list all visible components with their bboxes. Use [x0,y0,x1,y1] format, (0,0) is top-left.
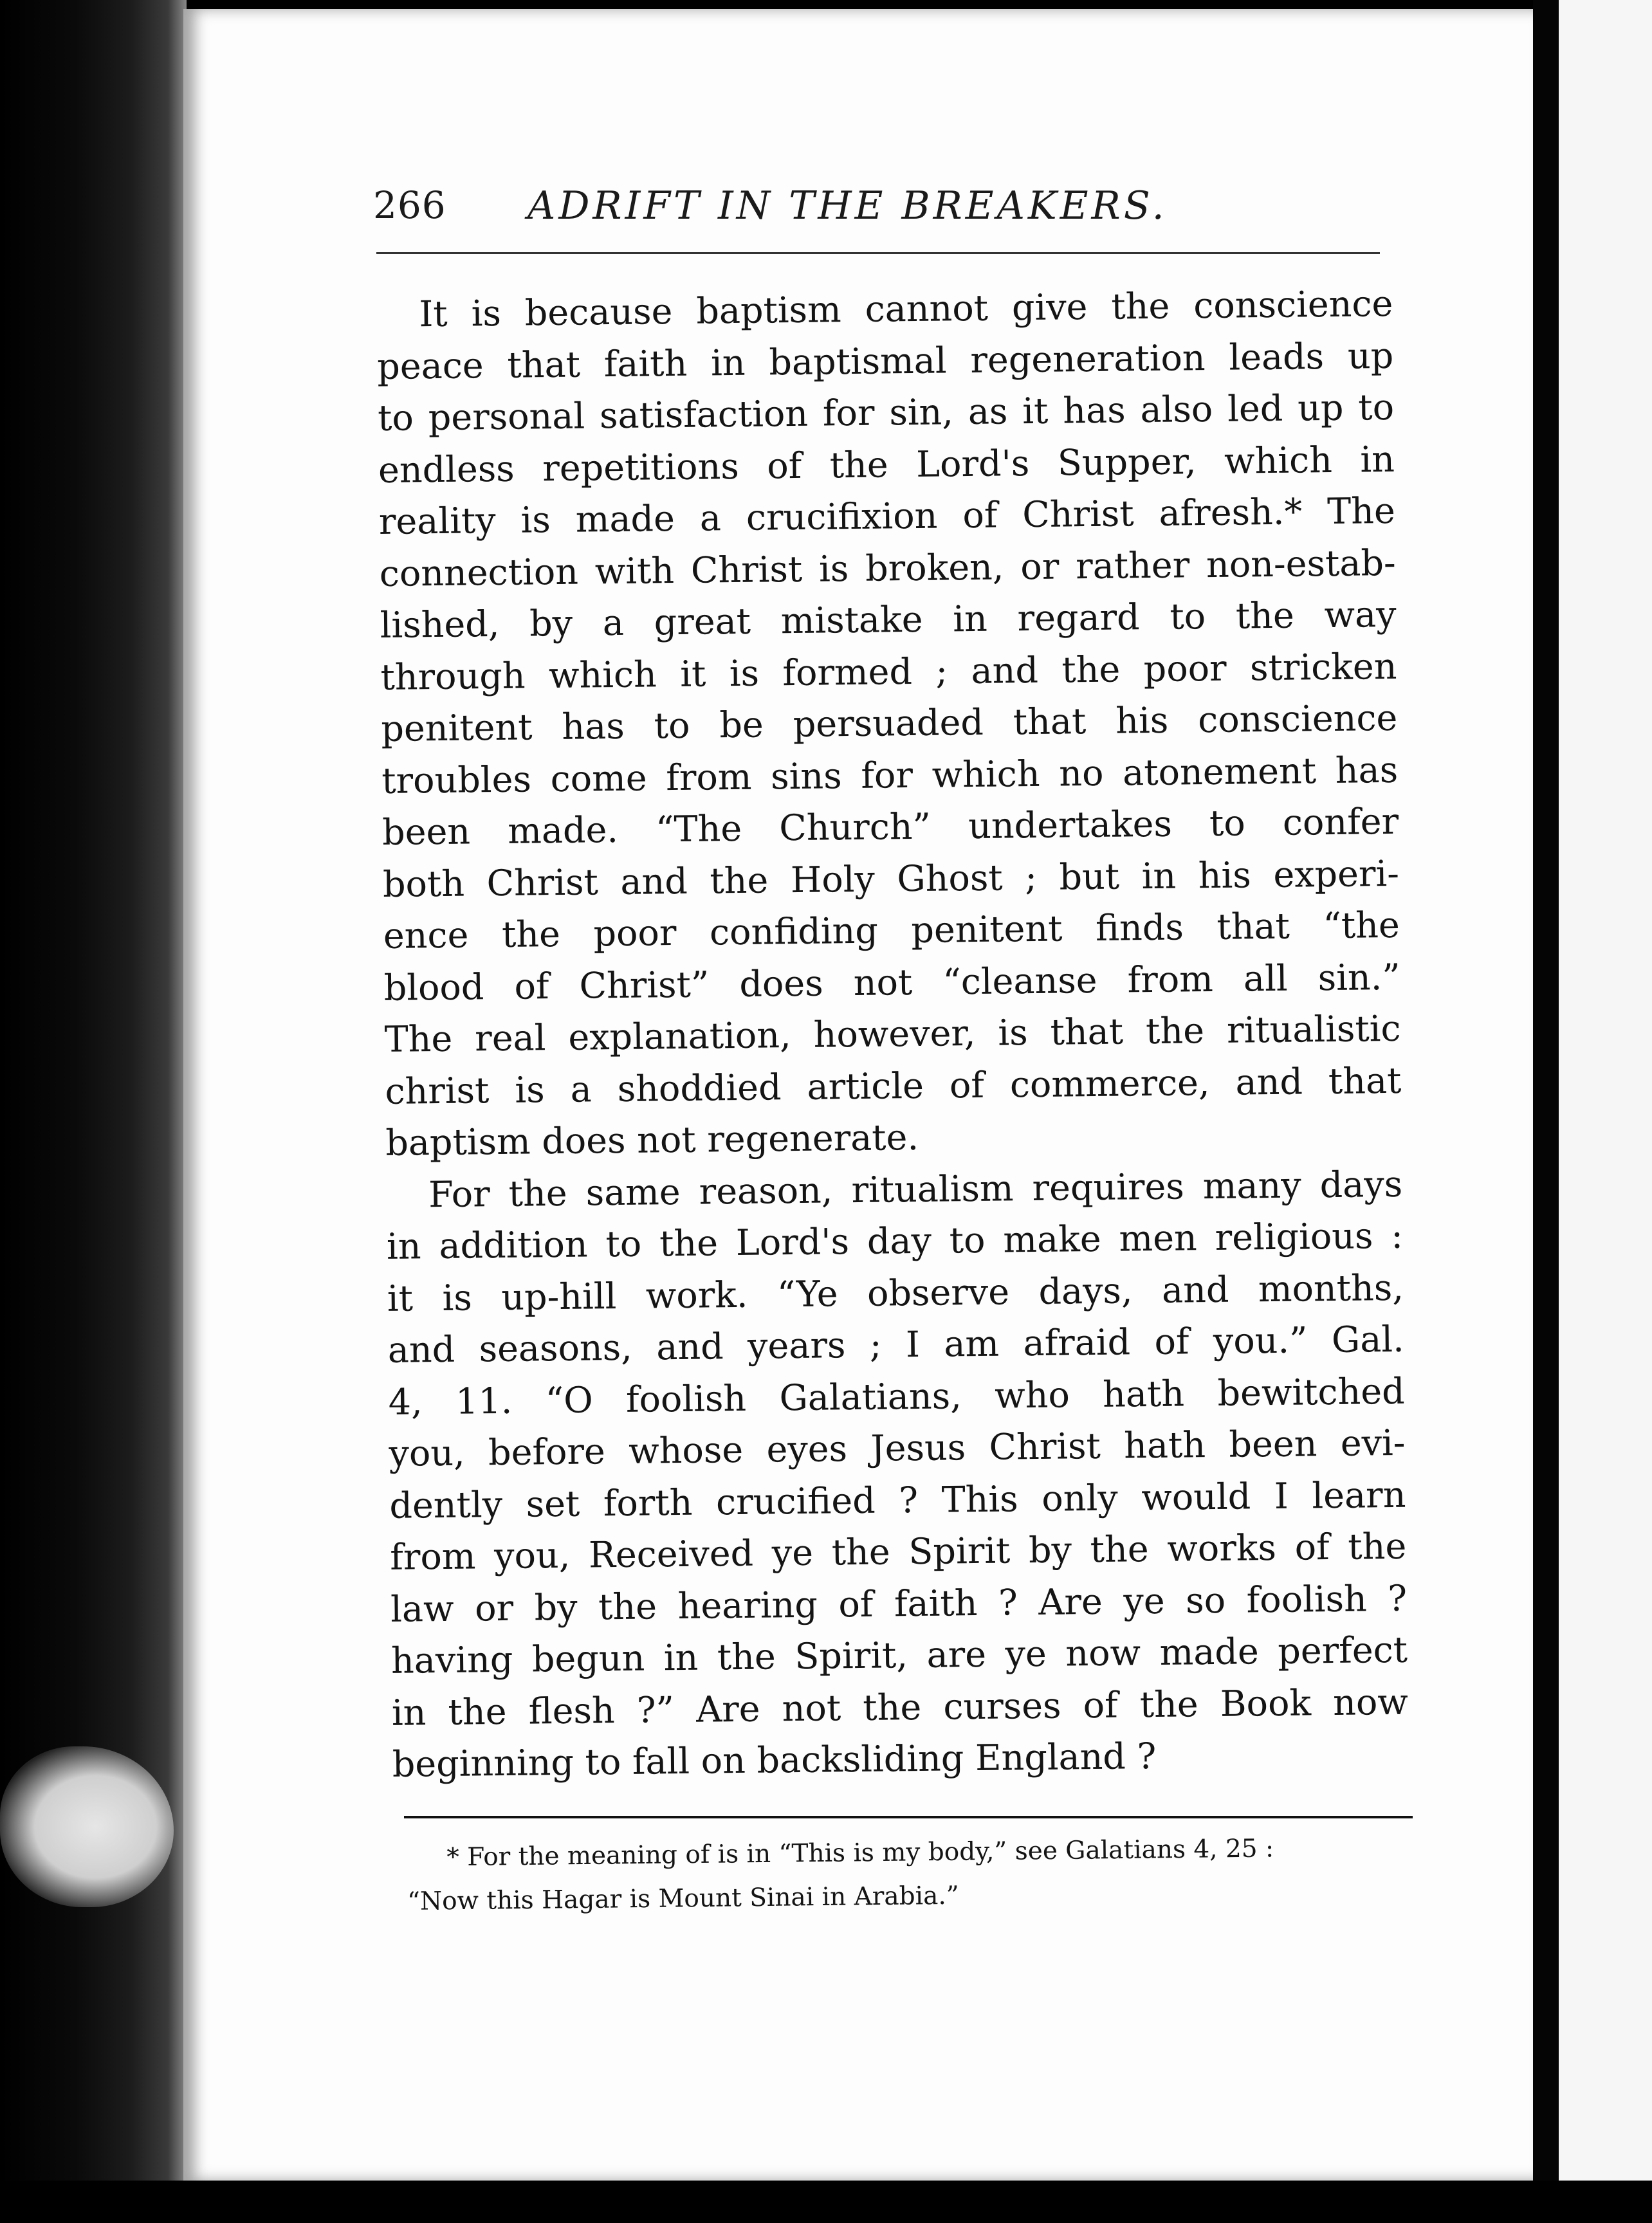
text-line: peace that faith in baptismal regeneration leads up [376,334,1394,388]
text-line: 4, 11. “O foolish Galatians, who hath bewitched [388,1370,1405,1423]
footnote-line: “Now this Hagar is Mount Sinai in Arabia.” [407,1881,959,1916]
text-line: ence the poor confiding penitent finds that “the [383,904,1400,957]
text-line: blood of Christ” does not “cleanse from all sin.” [383,956,1401,1009]
footnote-rule [404,1816,1413,1818]
text-line: penitent has to be persuaded that his conscience [381,697,1398,750]
adjacent-page-edge [1559,0,1652,2223]
text-line: in addition to the Lord's day to make men religious : [386,1214,1404,1268]
text-line: connection with Christ is broken, or rather non-estab- [379,542,1397,595]
footnote [407,1825,1424,1924]
page-header [373,183,1377,235]
page-gutter [1533,0,1559,2223]
text-line: to personal satisfaction for sin, as it has also led up to [377,386,1395,439]
text-line: It is because baptism cannot give the conscience [419,282,1393,336]
text-line: from you, Received ye the Spirit by the works of the [389,1525,1407,1578]
text-line: reality is made a crucifixion of Christ afresh.* The [378,489,1396,543]
text-line: endless repetitions of the Lord's Supper, which in [378,438,1395,491]
text-line: baptism does not regenerate. [385,1116,919,1164]
page-number: 266 [373,183,446,227]
text-line: beginning to fall on backsliding England ? [392,1735,1157,1786]
text-line: in the flesh ?” Are not the curses of the Book now [391,1681,1409,1734]
bottom-edge [0,2181,1652,2223]
text-line: dently set forth crucified ? This only would I learn [389,1474,1406,1527]
text-line: having begun in the Spirit, are ye now made perfect [390,1629,1408,1682]
text-line: you, before whose eyes Jesus Christ hath been evi- [389,1422,1406,1475]
text-line: The real explanation, however, is that the ritualistic [384,1007,1401,1061]
text-line: law or by the hearing of faith ? Are ye so foolish ? [390,1577,1408,1631]
text-line: troubles come from sins for which no atonement has [381,749,1399,802]
body-text [376,279,1409,1791]
text-line: through which it is formed ; and the poor stricken [380,645,1397,699]
header-rule [376,252,1380,254]
text-line: christ is a shoddied article of commerce, and that [385,1059,1402,1113]
text-line: lished, by a great mistake in regard to the way [380,593,1397,646]
text-line: been made. “The Church” undertakes to confer [381,800,1399,854]
running-title: ADRIFT IN THE BREAKERS. [528,183,1168,228]
text-line: both Christ and the Holy Ghost ; but in his experi- [382,852,1400,906]
footnote-line: * For the meaning of is in “This is my body,” see Galatians 4, 25 : [446,1834,1274,1872]
text-line: it is up-hill work. “Ye observe days, and months, [387,1267,1404,1320]
text-line: and seasons, and years ; I am afraid of you.” Gal. [387,1318,1405,1371]
text-line: For the same reason, ritualism requires many days [428,1163,1403,1216]
